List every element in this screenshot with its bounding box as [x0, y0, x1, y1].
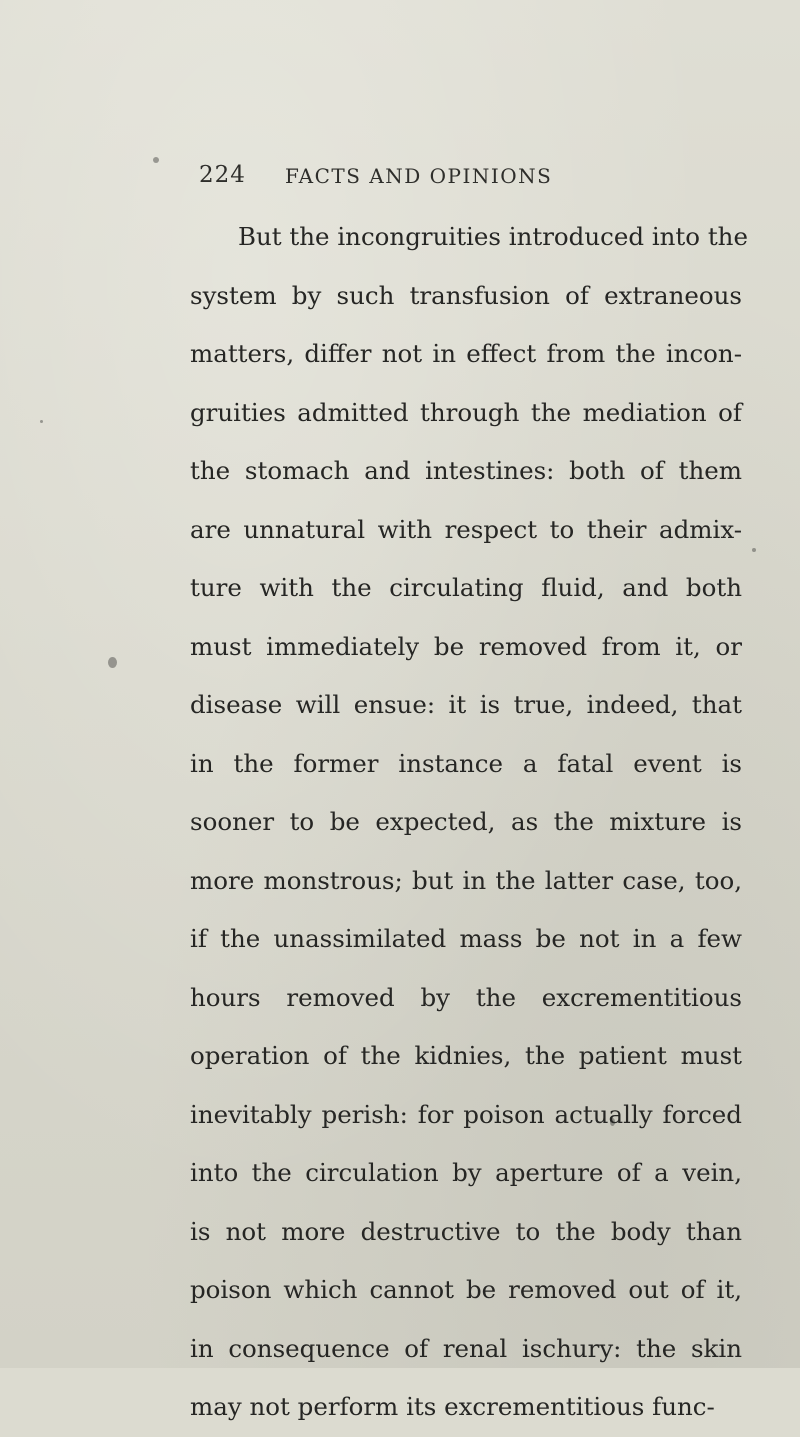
paper-speck: [752, 548, 756, 552]
text-line: may not perform its excrementitious func-: [190, 1392, 715, 1421]
text-line: system by such transfusion of extraneous: [190, 280, 742, 310]
text-line: inevitably perish: for poison actually forced: [190, 1099, 742, 1129]
body-text: [190, 208, 748, 1437]
text-line: ture with the circulating fluid, and both: [190, 573, 742, 602]
running-head: FACTS AND OPINIONS: [285, 164, 553, 188]
paper-speck: [108, 657, 117, 668]
text-line: hours removed by the excrementitious: [190, 982, 742, 1012]
text-line: sooner to be expected, as the mixture is: [190, 807, 742, 836]
text-line: matters, differ not in effect from the incon-: [190, 339, 742, 368]
text-line: is not more destructive to the body than: [190, 1216, 742, 1246]
text-line: must immediately be removed from it, or: [190, 631, 742, 661]
text-line: But the incongruities introduced into the: [238, 222, 748, 251]
page-number: 224: [199, 162, 246, 188]
text-line: disease will ensue: it is true, indeed, that: [190, 690, 742, 719]
text-line: into the circulation by aperture of a vein,: [190, 1158, 742, 1187]
text-line: the stomach and intestines: both of them: [190, 456, 742, 485]
text-line: in the former instance a fatal event is: [190, 748, 742, 778]
text-line: in consequence of renal ischury: the skin: [190, 1333, 742, 1363]
text-line: if the unassimilated mass be not in a few: [190, 924, 742, 953]
paper-speck: [40, 420, 43, 423]
page-header: [0, 162, 800, 202]
text-line: operation of the kidnies, the patient must: [190, 1041, 742, 1070]
text-line: poison which cannot be removed out of it,: [190, 1275, 742, 1304]
text-line: gruities admitted through the mediation of: [190, 397, 742, 427]
text-line: more monstrous; but in the latter case, too,: [190, 865, 742, 895]
text-line: are unnatural with respect to their admix-: [190, 514, 742, 544]
